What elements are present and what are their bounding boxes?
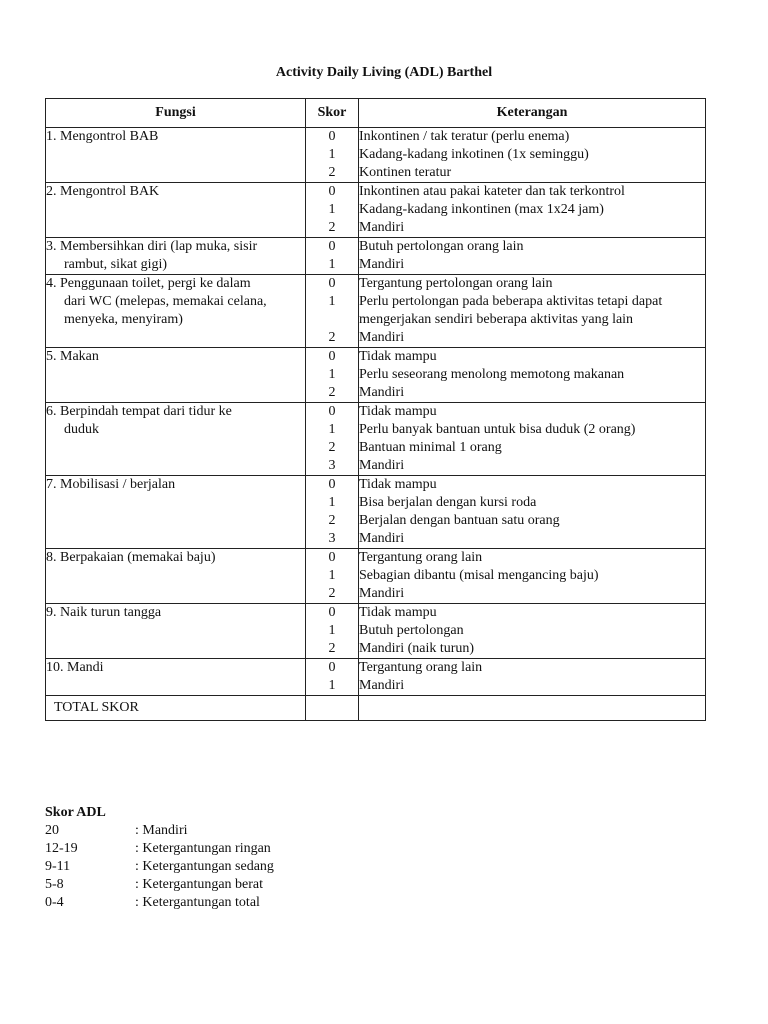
keterangan-cell (359, 183, 706, 238)
skor-value: 2 (328, 513, 336, 528)
skor-value: 0 (328, 660, 336, 675)
fungsi-text: 9. Naik turun tangga (46, 605, 162, 620)
fungsi-cell (46, 183, 306, 238)
skor-range: 9-11 (45, 859, 71, 874)
fungsi-cell (46, 476, 306, 549)
skor-adl-item (45, 858, 445, 876)
skor-description: : Ketergantungan berat (135, 877, 264, 892)
keterangan-cell (359, 659, 706, 696)
keterangan-text: mengerjakan sendiri beberapa aktivitas yang lain (359, 312, 634, 327)
skor-value: 0 (328, 477, 336, 492)
skor-cell (306, 128, 359, 183)
skor-cell (306, 604, 359, 659)
keterangan-cell (359, 128, 706, 183)
skor-range: 0-4 (45, 895, 64, 910)
fungsi-cell (46, 549, 306, 604)
fungsi-text: 3. Membersihkan diri (lap muka, sisir (46, 239, 258, 254)
skor-value: 1 (328, 367, 336, 382)
skor-description: : Ketergantungan total (135, 895, 260, 910)
header-skor: Skor (306, 99, 359, 128)
skor-cell (306, 403, 359, 476)
keterangan-text: Mandiri (359, 458, 405, 473)
fungsi-text: 6. Berpindah tempat dari tidur ke (46, 404, 232, 419)
total-row (46, 696, 706, 721)
keterangan-text: Inkontinen atau pakai kateter dan tak terkontrol (359, 184, 625, 199)
skor-adl-legend (45, 804, 445, 912)
skor-value: 2 (328, 385, 336, 400)
keterangan-text: Tidak mampu (359, 349, 437, 364)
skor-adl-item (45, 840, 445, 858)
skor-value: 1 (328, 568, 336, 583)
skor-value: 1 (328, 147, 336, 162)
keterangan-text: Mandiri (359, 220, 405, 235)
fungsi-cell (46, 604, 306, 659)
fungsi-text: 10. Mandi (46, 660, 104, 675)
skor-cell (306, 238, 359, 275)
keterangan-text: Sebagian dibantu (misal mengancing baju) (359, 568, 599, 583)
skor-value: 1 (328, 623, 336, 638)
keterangan-text: Tidak mampu (359, 404, 437, 419)
table-row (46, 549, 706, 604)
skor-adl-heading: Skor ADL (45, 805, 106, 820)
fungsi-cell (46, 128, 306, 183)
fungsi-text: dari WC (melepas, memakai celana, (64, 294, 267, 309)
keterangan-cell (359, 403, 706, 476)
fungsi-text: 8. Berpakaian (memakai baju) (46, 550, 216, 565)
skor-value: 1 (328, 294, 336, 309)
fungsi-text: menyeka, menyiram) (64, 312, 183, 327)
keterangan-text: Tergantung orang lain (359, 660, 483, 675)
skor-value: 0 (328, 605, 336, 620)
keterangan-text: Mandiri (359, 586, 405, 601)
keterangan-text: Inkontinen / tak teratur (perlu enema) (359, 129, 570, 144)
keterangan-text: Butuh pertolongan orang lain (359, 239, 524, 254)
table-row (46, 128, 706, 183)
table-row (46, 238, 706, 275)
keterangan-text: Berjalan dengan bantuan satu orang (359, 513, 560, 528)
keterangan-text: Mandiri (359, 385, 405, 400)
table-row (46, 275, 706, 348)
skor-value: 1 (328, 202, 336, 217)
skor-cell (306, 348, 359, 403)
keterangan-cell (359, 275, 706, 348)
header-fungsi: Fungsi (46, 99, 306, 128)
skor-value: 2 (328, 641, 336, 656)
adl-table-body (46, 128, 706, 696)
skor-adl-item (45, 894, 445, 912)
document-title: Activity Daily Living (ADL) Barthel (275, 65, 493, 80)
keterangan-cell (359, 604, 706, 659)
skor-value: 0 (328, 239, 336, 254)
skor-cell (306, 275, 359, 348)
skor-cell (306, 183, 359, 238)
skor-value: 2 (328, 586, 336, 601)
fungsi-text: 4. Penggunaan toilet, pergi ke dalam (46, 276, 251, 291)
keterangan-cell (359, 549, 706, 604)
table-row (46, 476, 706, 549)
keterangan-text: Mandiri (naik turun) (359, 641, 475, 656)
fungsi-cell (46, 659, 306, 696)
skor-value: 0 (328, 349, 336, 364)
skor-adl-list (45, 822, 445, 912)
skor-cell (306, 476, 359, 549)
total-keterangan-cell (359, 696, 706, 721)
skor-value: 3 (328, 458, 336, 473)
skor-description: : Mandiri (135, 823, 188, 838)
fungsi-text: duduk (64, 422, 99, 437)
skor-description: : Ketergantungan ringan (135, 841, 271, 856)
skor-value: 3 (328, 531, 336, 546)
skor-range: 12-19 (45, 841, 78, 856)
skor-value: 0 (328, 276, 336, 291)
skor-value: 0 (328, 550, 336, 565)
keterangan-text: Tidak mampu (359, 477, 437, 492)
keterangan-text: Bisa berjalan dengan kursi roda (359, 495, 537, 510)
skor-adl-item (45, 822, 445, 840)
fungsi-cell (46, 238, 306, 275)
fungsi-text: 7. Mobilisasi / berjalan (46, 477, 176, 492)
keterangan-text: Mandiri (359, 678, 405, 693)
fungsi-text: 2. Mengontrol BAK (46, 184, 160, 199)
fungsi-text: rambut, sikat gigi) (64, 257, 168, 272)
skor-value: 0 (328, 404, 336, 419)
skor-value: 2 (328, 165, 336, 180)
skor-value: 2 (328, 220, 336, 235)
fungsi-cell (46, 275, 306, 348)
adl-table (45, 98, 706, 721)
fungsi-text: 5. Makan (46, 349, 99, 364)
keterangan-cell (359, 348, 706, 403)
skor-value: 1 (328, 678, 336, 693)
table-row (46, 348, 706, 403)
keterangan-text: Tergantung orang lain (359, 550, 483, 565)
skor-value: 0 (328, 184, 336, 199)
skor-value: 0 (328, 129, 336, 144)
skor-value (306, 311, 358, 329)
table-row (46, 659, 706, 696)
table-header-row (46, 99, 706, 128)
total-skor-cell (306, 696, 359, 721)
keterangan-text: Mandiri (359, 257, 405, 272)
total-label: TOTAL SKOR (46, 696, 306, 721)
skor-value: 1 (328, 495, 336, 510)
skor-value: 2 (328, 330, 336, 345)
keterangan-text: Perlu pertolongan pada beberapa aktivitas tetapi dapat (359, 294, 663, 309)
skor-value: 2 (328, 440, 336, 455)
keterangan-text: Mandiri (359, 330, 405, 345)
skor-cell (306, 549, 359, 604)
keterangan-text: Kadang-kadang inkotinen (1x seminggu) (359, 147, 589, 162)
keterangan-text: Tergantung pertolongan orang lain (359, 276, 553, 291)
fungsi-cell (46, 403, 306, 476)
keterangan-text: Bantuan minimal 1 orang (359, 440, 502, 455)
table-row (46, 604, 706, 659)
skor-range: 20 (45, 823, 59, 838)
keterangan-cell (359, 476, 706, 549)
skor-adl-item (45, 876, 445, 894)
keterangan-text: Kontinen teratur (359, 165, 452, 180)
table-row (46, 403, 706, 476)
keterangan-text: Perlu banyak bantuan untuk bisa duduk (2 orang) (359, 422, 636, 437)
fungsi-text: 1. Mengontrol BAB (46, 129, 159, 144)
skor-cell (306, 659, 359, 696)
table-row (46, 183, 706, 238)
fungsi-cell (46, 348, 306, 403)
skor-value: 1 (328, 257, 336, 272)
keterangan-cell (359, 238, 706, 275)
skor-value: 1 (328, 422, 336, 437)
keterangan-text: Mandiri (359, 531, 405, 546)
header-keterangan: Keterangan (359, 99, 706, 128)
skor-range: 5-8 (45, 877, 64, 892)
keterangan-text: Butuh pertolongan (359, 623, 464, 638)
keterangan-text: Tidak mampu (359, 605, 437, 620)
skor-description: : Ketergantungan sedang (135, 859, 274, 874)
keterangan-text: Kadang-kadang inkontinen (max 1x24 jam) (359, 202, 604, 217)
keterangan-text: Perlu seseorang menolong memotong makanan (359, 367, 625, 382)
